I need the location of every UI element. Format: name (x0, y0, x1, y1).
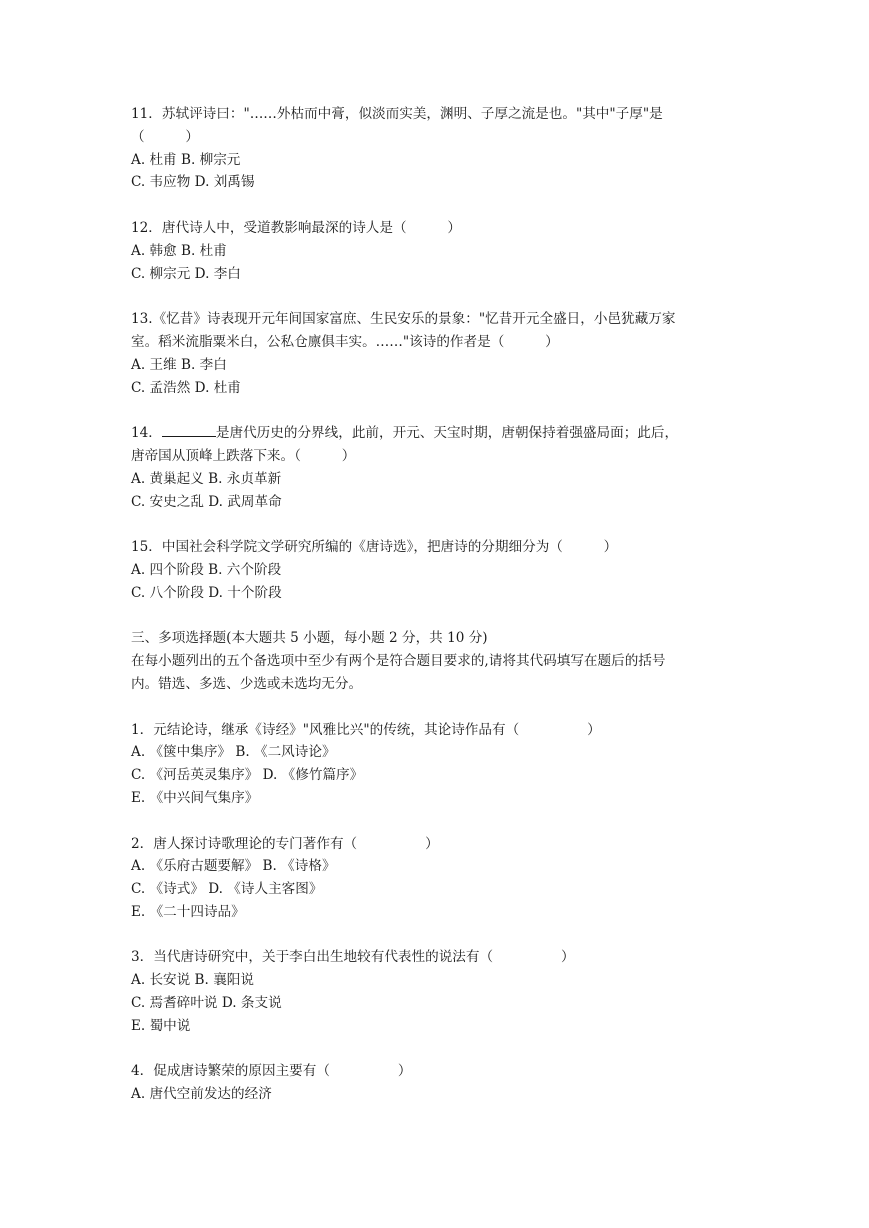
question-15 (131, 536, 743, 604)
exam-page (131, 103, 743, 1106)
section-3-instructions-line2: 内。错选、多选、少选或未选均无分。 (131, 675, 363, 692)
section-3-header (131, 627, 743, 695)
question-15-options-ab: A. 四个阶段 B. 六个阶段 (131, 561, 282, 578)
multi-question-2-stem: 2．唐人探讨诗歌理论的专门著作有（ ） (131, 835, 439, 852)
multi-question-4-stem: 4．促成唐诗繁荣的原因主要有（ ） (131, 1063, 412, 1080)
multi-question-3-stem: 3．当代唐诗研究中，关于李白出生地较有代表性的说法有（ ） (131, 949, 575, 966)
question-15-stem: 15．中国社会科学院文学研究所编的《唐诗选》，把唐诗的分期细分为（ ） (131, 539, 618, 556)
question-11-options-ab: A. 杜甫 B. 柳宗元 (131, 151, 241, 168)
multi-question-3-options-cd: C. 焉耆碎叶说 D. 条支说 (131, 995, 282, 1012)
section-3-instructions-line1: 在每小题列出的五个备选项中至少有两个是符合题目要求的,请将其代码填写在题后的括号 (131, 653, 666, 670)
question-12 (131, 217, 743, 285)
multi-question-1 (131, 719, 743, 810)
multi-question-2-options-ab: A. 《乐府古题要解》 B. 《诗格》 (131, 858, 336, 875)
multi-question-3-option-e: E. 蜀中说 (131, 1017, 191, 1034)
question-12-options-ab: A. 韩愈 B. 杜甫 (131, 242, 227, 259)
section-3-title: 三、多项选择题(本大题共 5 小题，每小题 2 分，共 10 分) (131, 630, 488, 647)
multi-question-1-options-cd: C. 《河岳英灵集序》 D. 《修竹篇序》 (131, 767, 364, 784)
question-13 (131, 308, 743, 399)
question-15-options-cd: C. 八个阶段 D. 十个阶段 (131, 584, 282, 601)
multi-question-1-options-ab: A. 《箧中集序》 B. 《二风诗论》 (131, 744, 336, 761)
multi-question-3 (131, 946, 743, 1037)
question-13-stem-line2: 室。稻米流脂粟米白，公私仓廪俱丰实。……"该诗的作者是（ ） (131, 333, 559, 350)
question-11-answer-brackets: （ ） (131, 128, 199, 145)
multi-question-3-options-ab: A. 长安说 B. 襄阳说 (131, 972, 254, 989)
question-14-number: 14． (131, 425, 162, 442)
question-12-options-cd: C. 柳宗元 D. 李白 (131, 265, 241, 282)
question-13-options-ab: A. 王维 B. 李白 (131, 356, 227, 373)
multi-question-1-option-e: E. 《中兴间气集序》 (131, 789, 259, 806)
question-11-stem: 11．苏轼评诗曰："……外枯而中膏，似淡而实美，渊明、子厚之流是也。"其中"子厚"是 (131, 106, 663, 122)
question-14-options-ab: A. 黄巢起义 B. 永贞革新 (131, 470, 282, 487)
question-13-options-cd: C. 孟浩然 D. 杜甫 (131, 379, 241, 396)
multi-question-4-option-a: A. 唐代空前发达的经济 (131, 1086, 272, 1103)
multi-question-4 (131, 1060, 743, 1106)
question-14 (131, 422, 743, 513)
multi-question-1-stem: 1．元结论诗，继承《诗经》"风雅比兴"的传统，其论诗作品有（ ） (131, 721, 601, 738)
question-14-stem-line2: 唐帝国从顶峰上跌落下来。（ ） (131, 447, 356, 464)
fill-in-blank (162, 422, 216, 437)
multi-question-2 (131, 833, 743, 924)
question-14-options-cd: C. 安史之乱 D. 武周革命 (131, 493, 282, 510)
question-14-stem-line1 (131, 422, 743, 445)
multi-question-2-options-cd: C. 《诗式》 D. 《诗人主客图》 (131, 881, 323, 898)
question-14-stem-text: 是唐代历史的分界线，此前，开元、天宝时期，唐朝保持着强盛局面；此后， (215, 425, 679, 442)
question-11 (131, 103, 743, 194)
question-13-stem-line1: 13.《忆昔》诗表现开元年间国家富庶、生民安乐的景象："忆昔开元全盛日，小邑犹藏万家 (131, 311, 676, 328)
multi-question-2-option-e: E. 《二十四诗品》 (131, 903, 245, 920)
question-12-stem: 12．唐代诗人中，受道教影响最深的诗人是（ ） (131, 219, 461, 236)
question-11-options-cd: C. 韦应物 D. 刘禹锡 (131, 174, 255, 191)
